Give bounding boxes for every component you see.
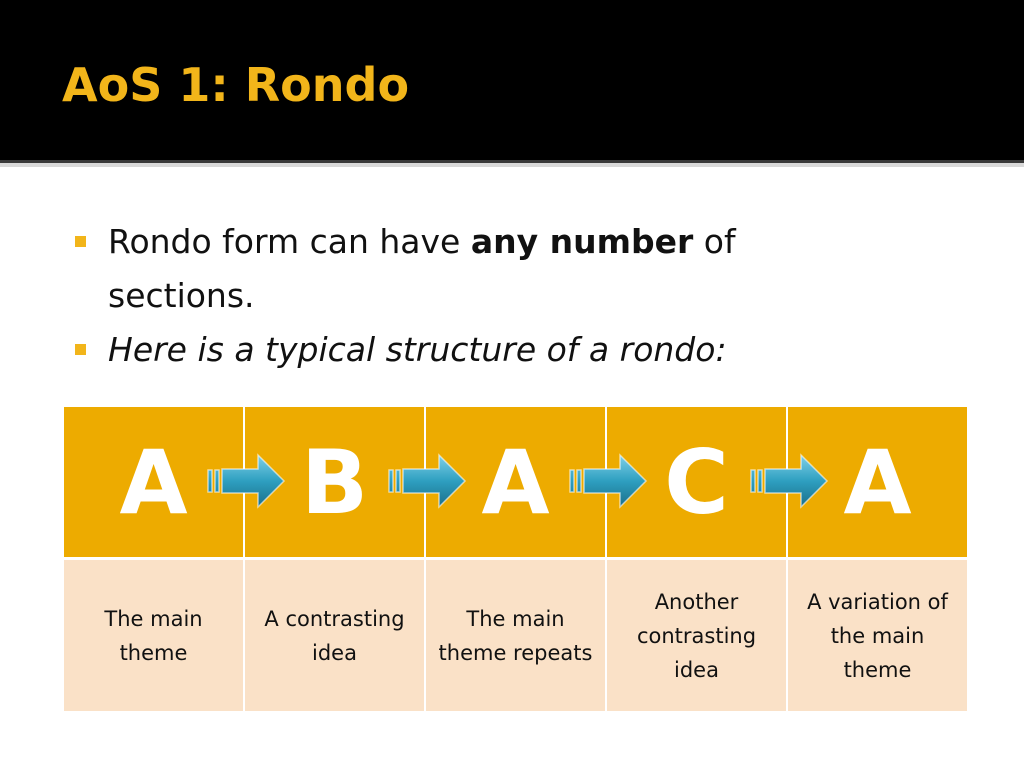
section-description-row [64, 560, 968, 711]
bullet-text-pre: Rondo form can have [108, 222, 471, 261]
bullet-text-italic: Here is a typical structure of a rondo: [108, 330, 727, 369]
right-arrow-icon [387, 451, 467, 511]
section-letter-cell: A [64, 407, 243, 557]
rondo-structure-table [64, 407, 968, 711]
slide-title: AoS 1: Rondo [62, 58, 410, 112]
bullet-item-structure [72, 323, 832, 377]
section-description-cell: Another contrasting idea [607, 560, 786, 711]
section-description-cell: A contrasting idea [245, 560, 424, 711]
bullet-text-post: of sections. [108, 222, 736, 315]
section-letter-cell: B [245, 407, 424, 557]
right-arrow-icon [206, 451, 286, 511]
section-letter-cell: C [607, 407, 786, 557]
right-arrow-icon [568, 451, 648, 511]
bullet-list [72, 215, 832, 377]
slide-content [0, 167, 1024, 768]
section-description-cell: A variation of the main theme [788, 560, 967, 711]
right-arrow-icon [749, 451, 829, 511]
square-bullet-icon [75, 236, 86, 247]
section-description-cell: The main theme repeats [426, 560, 605, 711]
section-letter-row [64, 407, 968, 557]
section-description-cell: The main theme [64, 560, 243, 711]
title-bar [0, 0, 1024, 160]
section-letter-cell: A [788, 407, 967, 557]
section-letter-cell: A [426, 407, 605, 557]
bullet-text-bold: any number [470, 222, 694, 261]
square-bullet-icon [75, 344, 86, 355]
bullet-item-rondo-form [72, 215, 832, 323]
